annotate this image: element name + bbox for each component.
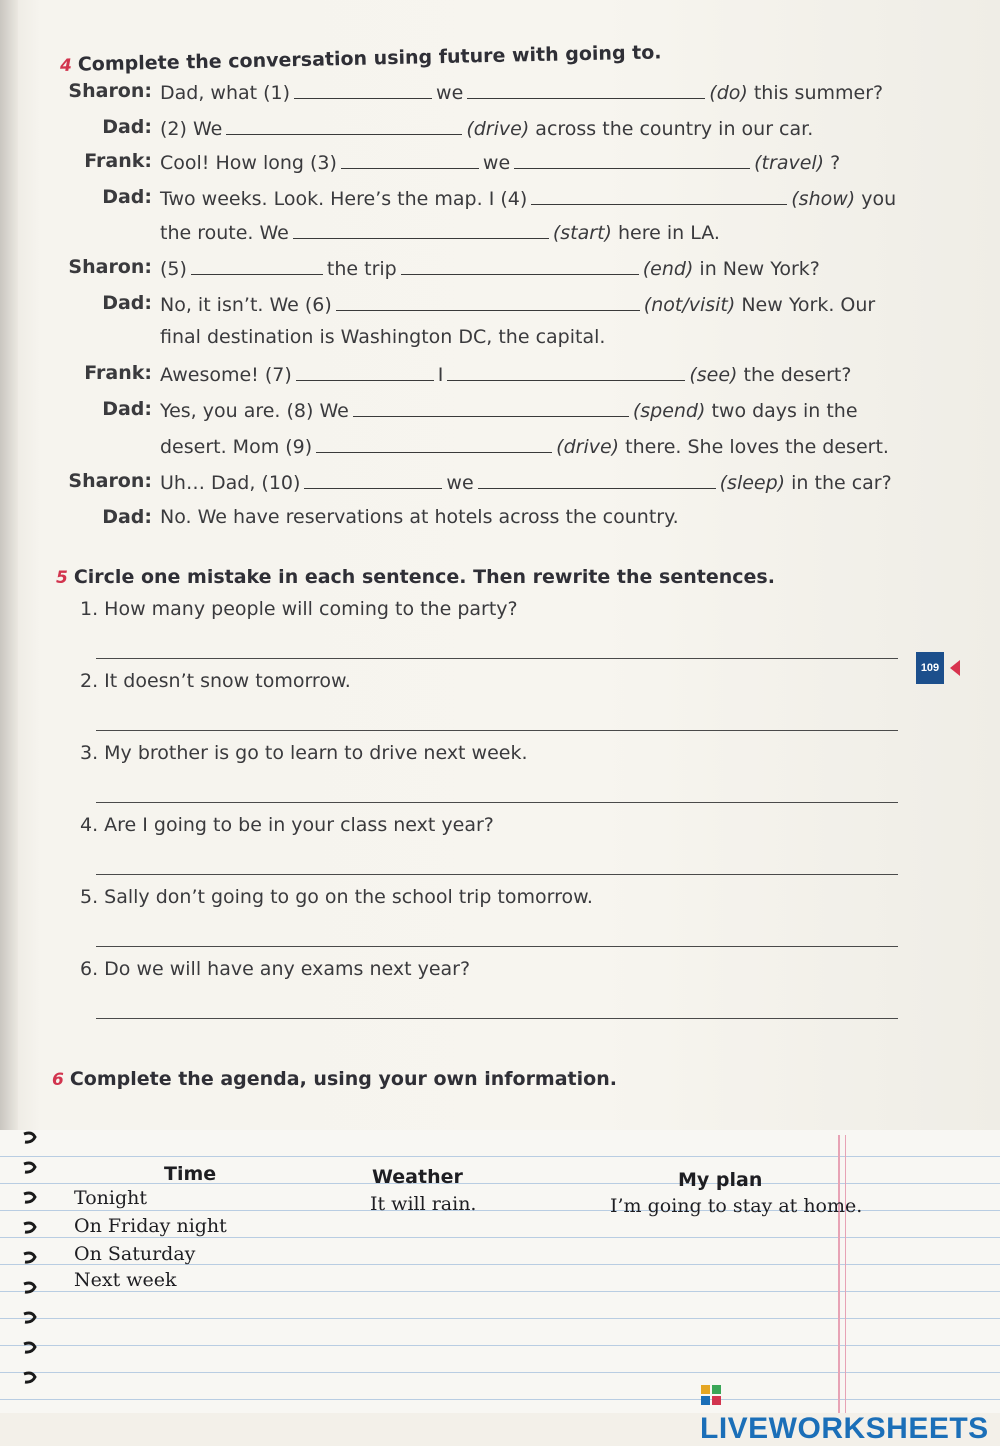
rewrite-line[interactable] [96,802,898,803]
notebook-margin-line [838,1135,840,1413]
conversation-line [160,398,858,422]
conversation-line [160,470,892,494]
speaker-label: Dad: [102,292,152,314]
rewrite-line[interactable] [96,874,898,875]
speaker-label: Sharon: [68,470,152,492]
conversation-line [160,506,679,528]
line-text-a: Awesome! (7) [160,364,292,386]
line-text-hint: (end) [642,258,694,280]
speaker-label: Sharon: [68,80,152,102]
conversation-line [160,362,851,386]
line-text-a: the route. We [160,222,289,244]
ring-binder-icon [22,1250,38,1264]
agenda-header-weather: Weather [372,1166,463,1188]
line-text-c: here in LA. [618,222,720,244]
line-text-c: the desert? [743,364,852,386]
agenda-row-time: On Saturday [74,1243,196,1265]
line-text-hint: (start) [552,222,612,244]
line-text-a: final destination is Washington DC, the capital. [160,326,606,348]
line-text-hint: (see) [689,364,738,386]
answer-blank[interactable] [294,80,432,99]
ring-binder-icon [22,1370,38,1384]
speaker-label: Dad: [102,398,152,420]
line-text-hint: (travel) [754,152,825,174]
page-number-badge: 109 [916,652,944,684]
mistake-sentence: 1. How many people will coming to the party? [80,598,518,620]
exercise-5-number: 5 [56,568,68,588]
line-text-c: New York. Our [741,294,876,316]
speaker-label: Dad: [102,186,152,208]
ring-binder-icon [22,1340,38,1354]
answer-blank[interactable] [226,116,462,135]
exercise-5-title-text: Circle one mistake in each sentence. Then rewrite the sentences. [73,566,775,588]
speaker-label: Dad: [102,116,152,138]
answer-blank[interactable] [401,256,639,275]
exercise-6-number: 6 [52,1070,64,1090]
conversation-line [160,150,840,174]
liveworksheets-icon [700,1384,722,1406]
line-text-b: the trip [326,258,397,280]
rewrite-line[interactable] [96,658,898,659]
exercise-6-title-text: Complete the agenda, using your own information. [69,1068,617,1090]
exercise-4-title-text: Complete the conversation using future with going to. [77,41,662,76]
answer-blank[interactable] [353,398,629,417]
line-text-hint: (spend) [632,400,706,422]
line-text-b: we [436,82,464,104]
answer-blank[interactable] [341,150,479,169]
answer-blank[interactable] [191,256,323,275]
line-text-a: No. We have reservations at hotels across the country. [160,506,679,528]
ring-binder-icon [22,1220,38,1234]
conversation-line [160,220,720,244]
conversation-line [160,256,820,280]
ring-binder-icon [22,1280,38,1294]
rewrite-line[interactable] [96,946,898,947]
speaker-label: Frank: [84,150,152,172]
mistake-sentence: 5. Sally don’t going to go on the school trip tomorrow. [80,886,593,908]
ring-binder-icon [22,1310,38,1324]
ring-binder-icon [22,1130,38,1144]
exercise-5-title [56,566,775,588]
answer-blank[interactable] [478,470,716,489]
line-text-b: I [437,364,444,386]
line-text-b: we [482,152,511,174]
mistake-sentence: 2. It doesn’t snow tomorrow. [80,670,351,692]
rewrite-line[interactable] [96,1018,898,1019]
answer-blank[interactable] [296,362,434,381]
conversation-line [160,116,813,140]
mistake-sentence: 3. My brother is go to learn to drive next week. [80,742,528,764]
line-text-c: in New York? [699,258,820,280]
page-tab-arrow-icon [950,660,960,676]
agenda-row-time: Next week [74,1269,177,1291]
ring-binder-icon [22,1190,38,1204]
answer-blank[interactable] [531,186,787,205]
exercise-4-number: 4 [59,55,73,76]
line-text-hint: (drive) [466,118,530,140]
conversation-line [160,434,889,458]
mistake-sentence: 6. Do we will have any exams next year? [80,958,471,980]
speaker-label: Frank: [84,362,152,384]
exercise-6-title [52,1068,617,1090]
conversation-line [160,80,883,104]
ring-binder-icon [22,1160,38,1174]
answer-blank[interactable] [304,470,442,489]
line-text-a: Cool! How long (3) [160,152,337,174]
answer-blank[interactable] [336,292,640,311]
line-text-hint: (sleep) [719,472,786,494]
conversation-line [160,326,605,348]
line-text-c: ? [830,152,841,174]
line-text-hint: (show) [791,188,856,210]
answer-blank[interactable] [447,362,685,381]
line-text-a: Yes, you are. (8) We [160,400,349,422]
mistake-sentence: 4. Are I going to be in your class next year? [80,814,494,836]
conversation-line [160,292,875,316]
line-text-a: No, it isn’t. We (6) [160,294,332,316]
answer-blank[interactable] [316,434,552,453]
agenda-row-time: Tonight [74,1187,147,1209]
watermark-text: LIVEWORKSHEETS [700,1412,989,1445]
answer-blank[interactable] [293,220,549,239]
answer-blank[interactable] [467,80,705,99]
line-text-a: Two weeks. Look. Here’s the map. I (4) [160,188,528,210]
line-text-hint: (drive) [556,436,620,458]
line-text-hint: (not/visit) [643,294,736,316]
answer-blank[interactable] [514,150,750,169]
line-text-a: Uh… Dad, (10) [160,472,301,494]
conversation-line [160,186,896,210]
speaker-label: Sharon: [68,256,152,278]
agenda-header-time: Time [164,1163,217,1185]
agenda-row-time: On Friday night [74,1215,227,1237]
line-text-a: Dad, what (1) [160,82,291,104]
line-text-hint: (do) [709,82,748,104]
line-text-c: there. She loves the desert. [625,436,889,458]
line-text-b: we [446,472,474,494]
agenda-row-plan[interactable]: I’m going to stay at home. [610,1195,863,1217]
line-text-c: across the country in our car. [535,118,814,140]
line-text-c: two days in the [711,400,858,422]
line-text-c: you [861,188,897,210]
rewrite-line[interactable] [96,730,898,731]
line-text-c: this summer? [753,82,884,104]
line-text-a: desert. Mom (9) [160,436,313,458]
speaker-label: Dad: [102,506,152,528]
agenda-row-weather[interactable]: It will rain. [370,1193,477,1215]
agenda-header-plan: My plan [678,1169,763,1191]
notebook-margin-line [845,1135,846,1413]
line-text-a: (5) [160,258,187,280]
liveworksheets-logo [700,1378,1000,1446]
line-text-a: (2) We [160,118,223,140]
line-text-c: in the car? [791,472,892,494]
